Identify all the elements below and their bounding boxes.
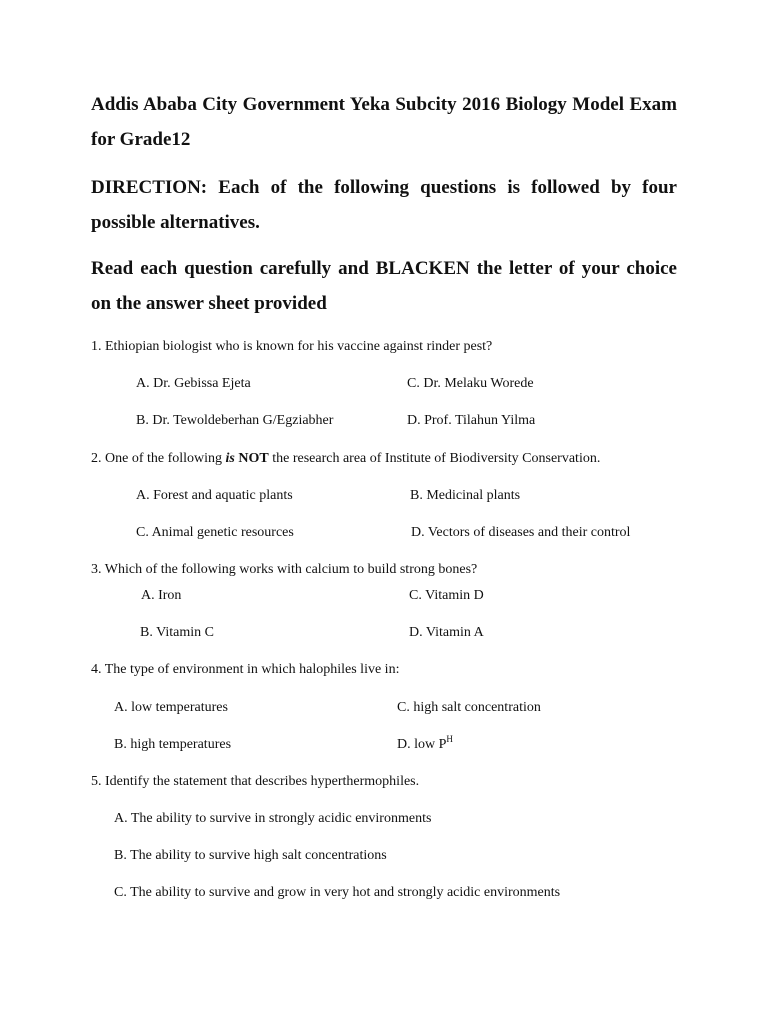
question-5: 5. Identify the statement that describes hyperthermophiles.: [91, 774, 420, 789]
q4-option-a: A. low temperatures: [114, 700, 228, 715]
q1-option-b: B. Dr. Tewoldeberhan G/Egziabher: [136, 413, 334, 428]
q2-option-d: D. Vectors of diseases and their control: [411, 525, 631, 540]
question-1: 1. Ethiopian biologist who is known for his vaccine against rinder pest?: [91, 339, 493, 354]
q2-text-pre: 2. One of the following: [91, 451, 226, 466]
q4-option-c: C. high salt concentration: [397, 700, 541, 715]
q5-option-c: C. The ability to survive and grow in very hot and strongly acidic environments: [114, 885, 561, 900]
q2-option-c: C. Animal genetic resources: [136, 525, 294, 540]
q2-is: is: [225, 451, 235, 466]
q5-option-a: A. The ability to survive in strongly acidic environments: [114, 811, 432, 826]
q4-option-d-superscript: H: [446, 734, 453, 744]
instruction-text: Read each question carefully and BLACKEN the letter of your choice on the answer sheet provided: [91, 258, 677, 314]
q1-option-a: A. Dr. Gebissa Ejeta: [136, 376, 251, 391]
exam-title: Addis Ababa City Government Yeka Subcity 2016 Biology Model Exam for Grade12: [91, 94, 677, 150]
q3-option-d: D. Vitamin A: [409, 625, 484, 640]
q4-option-d-text: D. low P: [397, 737, 447, 752]
q1-option-d: D. Prof. Tilahun Yilma: [407, 413, 536, 428]
q4-option-b: B. high temperatures: [114, 737, 232, 752]
q3-option-a: A. Iron: [141, 588, 182, 603]
question-2: [91, 450, 600, 468]
question-4: 4. The type of environment in which halophiles live in:: [91, 662, 400, 677]
q2-option-a: A. Forest and aquatic plants: [136, 488, 293, 503]
q2-text-post: the research area of Institute of Biodiversity Conservation.: [268, 451, 601, 466]
q2-option-b: B. Medicinal plants: [410, 488, 521, 503]
q2-not: NOT: [238, 451, 269, 466]
question-3: 3. Which of the following works with calcium to build strong bones?: [91, 562, 478, 577]
q1-option-c: C. Dr. Melaku Worede: [407, 376, 534, 391]
direction-text: DIRECTION: Each of the following questions is followed by four possible alternatives.: [91, 177, 677, 233]
q4-option-d: [397, 736, 453, 754]
q3-option-b: B. Vitamin C: [140, 625, 214, 640]
q5-option-b: B. The ability to survive high salt concentrations: [114, 848, 387, 863]
q3-option-c: C. Vitamin D: [409, 588, 484, 603]
